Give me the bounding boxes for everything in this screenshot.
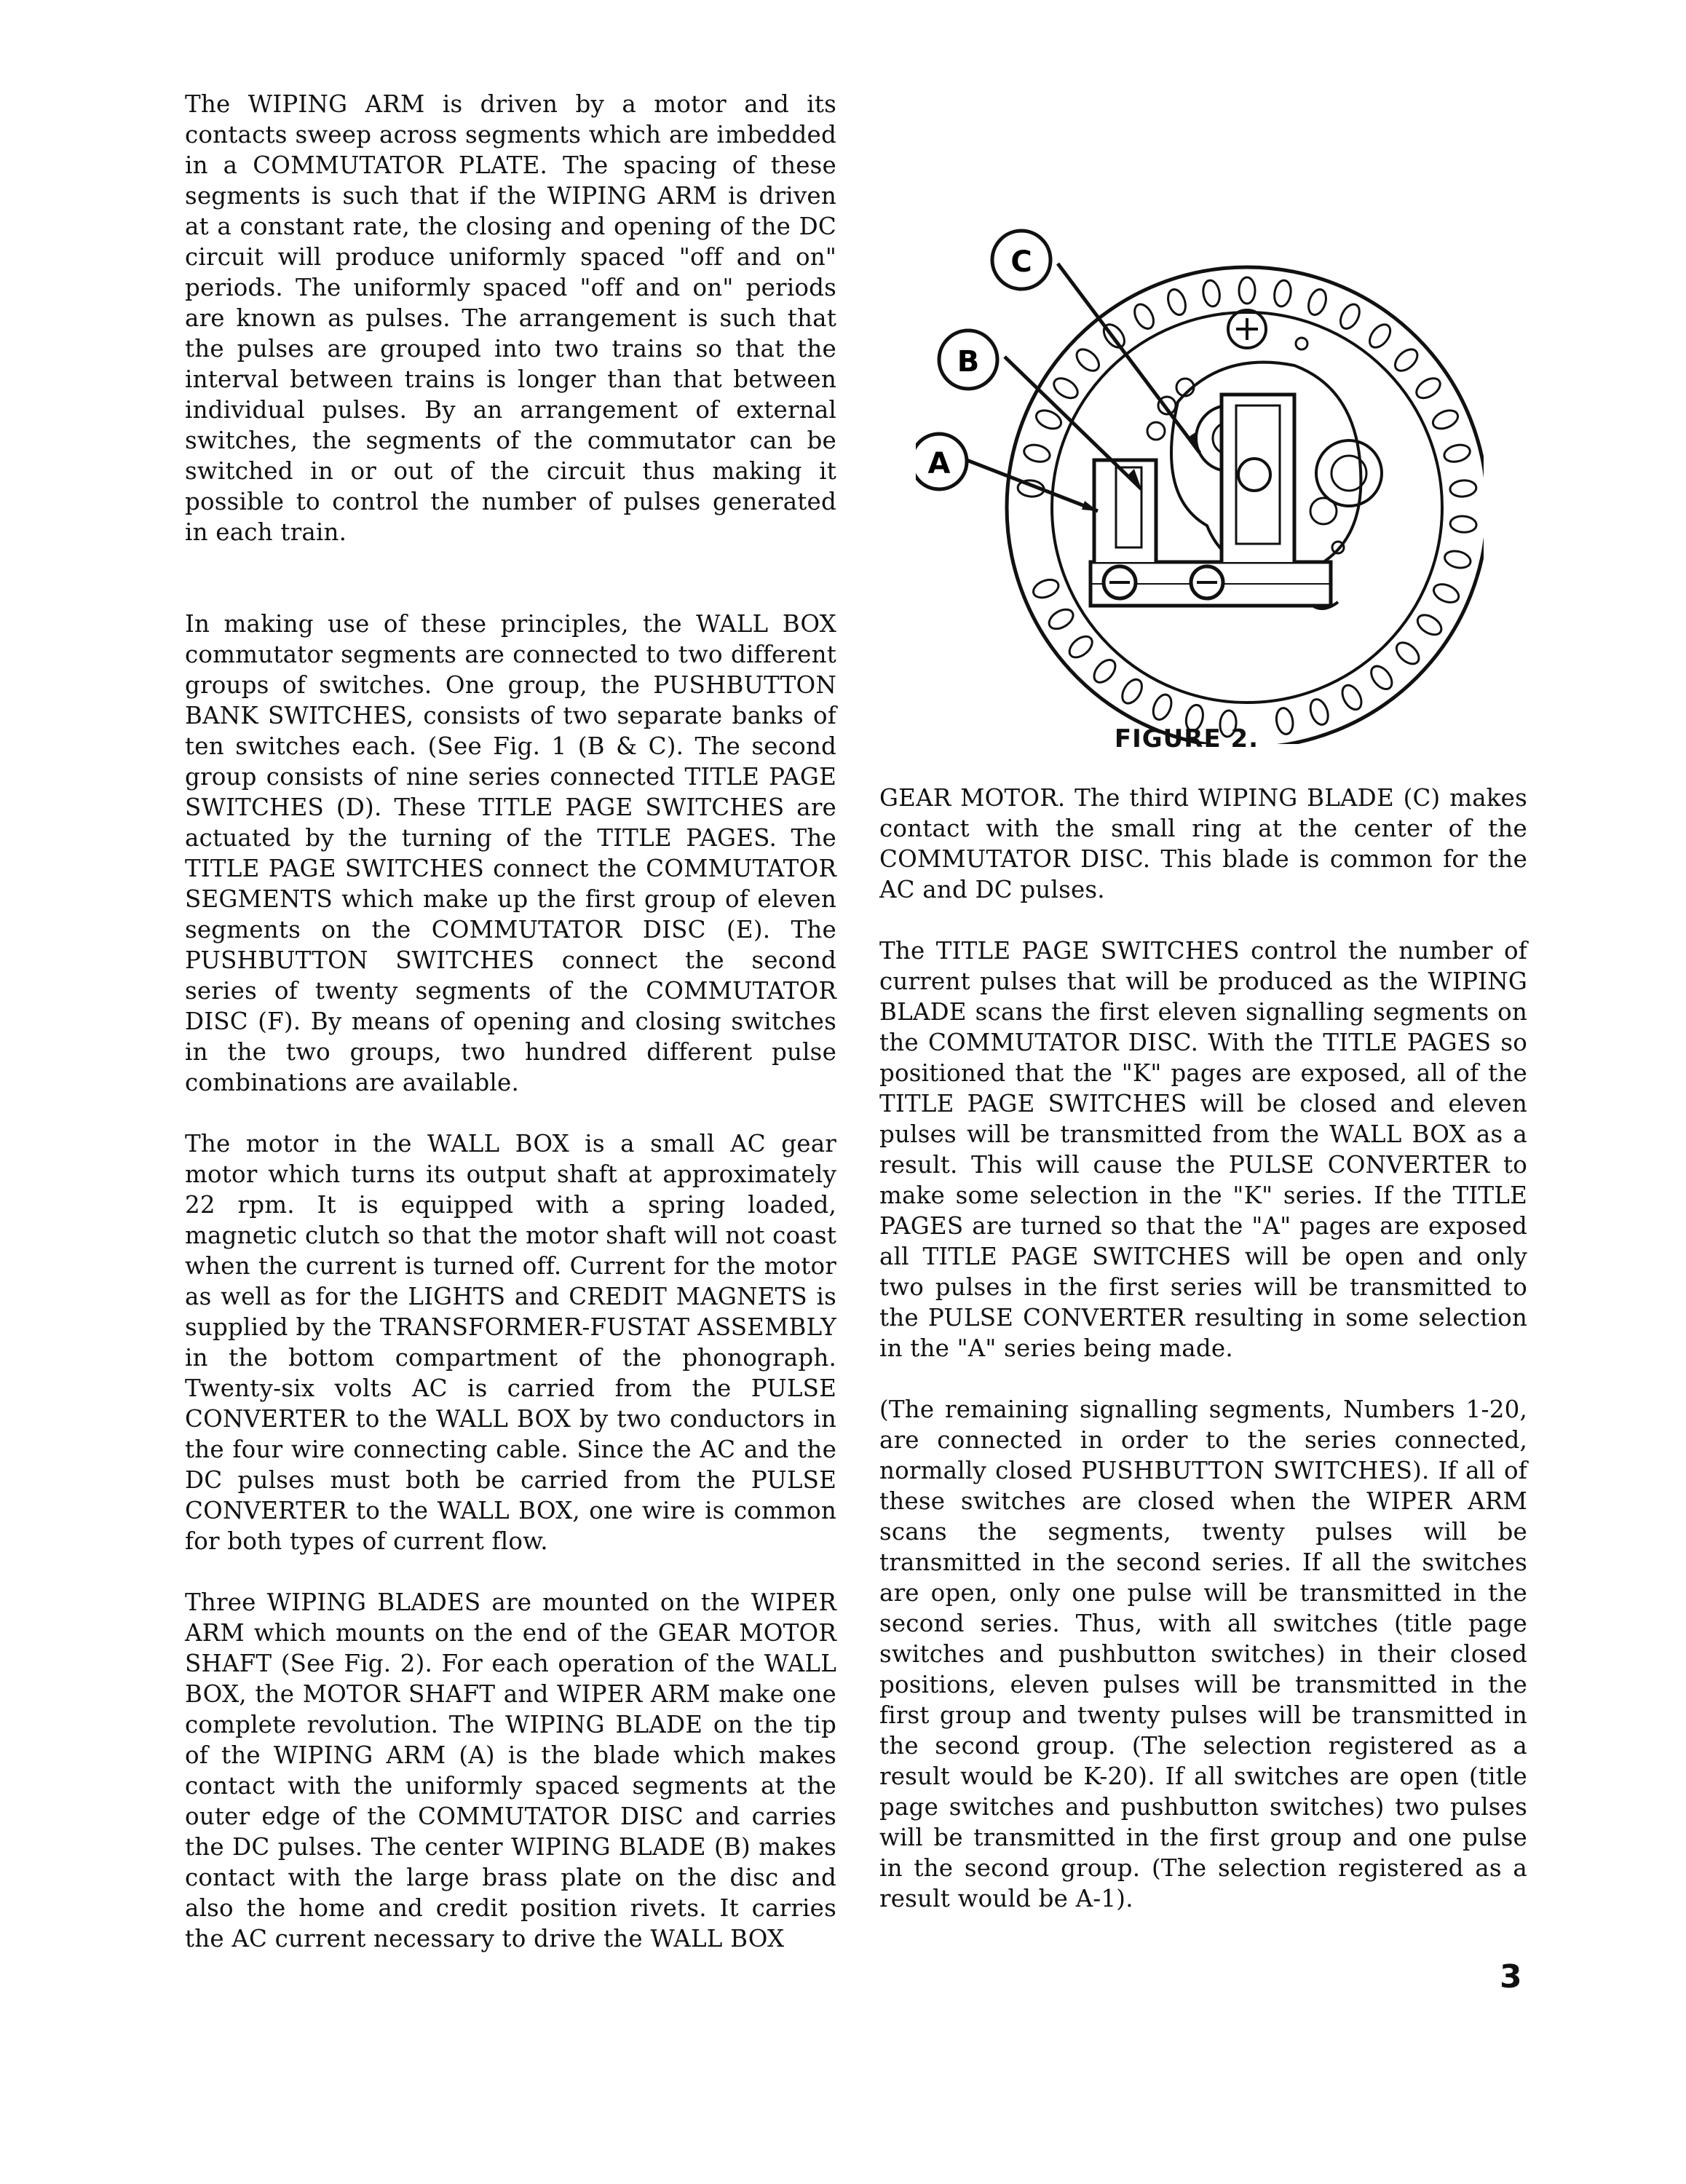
paragraph-wiping-blades: Three WIPING BLADES are mounted on the WIPER ARM which mounts on the end of the GEAR MOTOR SHAFT (See Fig. 2). For each operation of the WALL BOX, the MOTOR SHAFT and WIPER ARM make one complete revolution. The WIPING BLADE on the tip of the WIPING ARM (A) is the blade which makes contact with the uniformly spaced segments at the outer edge of the COMMUTATOR DISC and carries the DC pulses. The center WIPING BLADE (B) makes contact with the large brass plate on the disc and also the home and credit position rivets. It carries the AC current necessary to drive the WALL BOX: [185, 1588, 836, 1952]
paragraph-gear-motor: GEAR MOTOR. The third WIPING BLADE (C) makes contact with the small ring at the center of the COMMUTATOR DISC. This blade is common for the AC and DC pulses.: [879, 784, 1527, 903]
commutator-disc-drawing: [916, 220, 1484, 744]
paragraph-principles: In making use of these principles, the WALL BOX commutator segments are connected to two different groups of switches. One group, the PUSHBUTTON BANK SWITCHES, consists of two separate banks of ten switches each. (See Fig. 1 (B & C). The second group consists of nine series connected TITLE PAGE SWITCHES (D). These TITLE PAGE SWITCHES are actuated by the turning of the TITLE PAGES. The TITLE PAGE SWITCHES connect the COMMUTATOR SEGMENTS which make up the first group of eleven segments on the COMMUTATOR DISC (E). The PUSHBUTTON SWITCHES connect the second series of twenty segments of the COMMUTATOR DISC (F). By means of opening and closing switches in the two groups, two hundred different pulse combinations are available.: [185, 610, 836, 1096]
paragraph-motor: The motor in the WALL BOX is a small AC gear motor which turns its output shaft at approximately 22 rpm. It is equipped with a spring loaded, magnetic clutch so that the motor shaft will not coast when the current is turned off. Current for the motor as well as for the LIGHTS and CREDIT MAGNETS is supplied by the TRANSFORMER-FUSTAT ASSEMBLY in the bottom compartment of the phonograph. Twenty-six volts AC is carried from the PULSE CONVERTER to the WALL BOX by two conductors in the four wire connecting cable. Since the AC and the DC pulses must both be carried from the PULSE CONVERTER to the WALL BOX, one wire is common for both types of current flow.: [185, 1130, 836, 1555]
paragraph-title-page-switches: The TITLE PAGE SWITCHES control the number of current pulses that will be produced as the WIPING BLADE scans the first eleven signalling segments on the COMMUTATOR DISC. With the TITLE PAGES so positioned that the "K" pages are exposed, all of the TITLE PAGE SWITCHES will be closed and eleven pulses will be transmitted from the WALL BOX as a result. This will cause the PULSE CONVERTER to make some selection in the "K" series. If the TITLE PAGES are turned so that the "A" pages are exposed all TITLE PAGE SWITCHES will be open and only two pulses in the first series will be transmitted to the PULSE CONVERTER resulting in some selection in the "A" series being made.: [879, 937, 1527, 1362]
commutator-segment: [1449, 515, 1477, 534]
figure-2-commutator-illustration: [916, 220, 1484, 744]
paragraph-remaining-segments: (The remaining signalling segments, Numbers 1-20, are connected in order to the series connected, normally closed PUSHBUTTON SWITCHES). If all of these switches are closed when the WIPER ARM scans the segments, twenty pulses will be transmitted in the second series. If all the switches are open, only one pulse will be transmitted in the second series. Thus, with all switches (title page switches and pushbutton switches) in their closed positions, eleven pulses will be transmitted in the first group and twenty pulses will be transmitted in the second group. (The selection registered as a result would be K-20). If all switches are open (title page switches and pushbutton switches) two pulses will be transmitted in the first group and one pulse in the second group. (The selection registered as a result would be A-1).: [879, 1396, 1527, 1912]
right-column: [879, 783, 1527, 1914]
figure-caption: FIGURE 2.: [1114, 724, 1259, 753]
commutator-segment: [1239, 277, 1255, 304]
label-b: B: [957, 345, 980, 379]
left-column: [185, 89, 836, 1954]
paragraph-wiping-arm: The WIPING ARM is driven by a motor and its contacts sweep across segments which are imbedded in a COMMUTATOR PLATE. The spacing of these segments is such that if the WIPING ARM is driven at a constant rate, the closing and opening of the DC circuit will produce uniformly spaced "off and on" periods. The uniformly spaced "off and on" periods are known as pulses. The arrangement is such that the pulses are grouped into two trains so that the interval between trains is longer than that between individual pulses. By an arrangement of external switches, the segments of the commutator can be switched in or out of the circuit thus making it possible to control the number of pulses generated in each train.: [185, 90, 836, 546]
page-number: 3: [1500, 1958, 1522, 1995]
label-c: C: [1010, 245, 1032, 279]
label-a: A: [927, 447, 951, 480]
